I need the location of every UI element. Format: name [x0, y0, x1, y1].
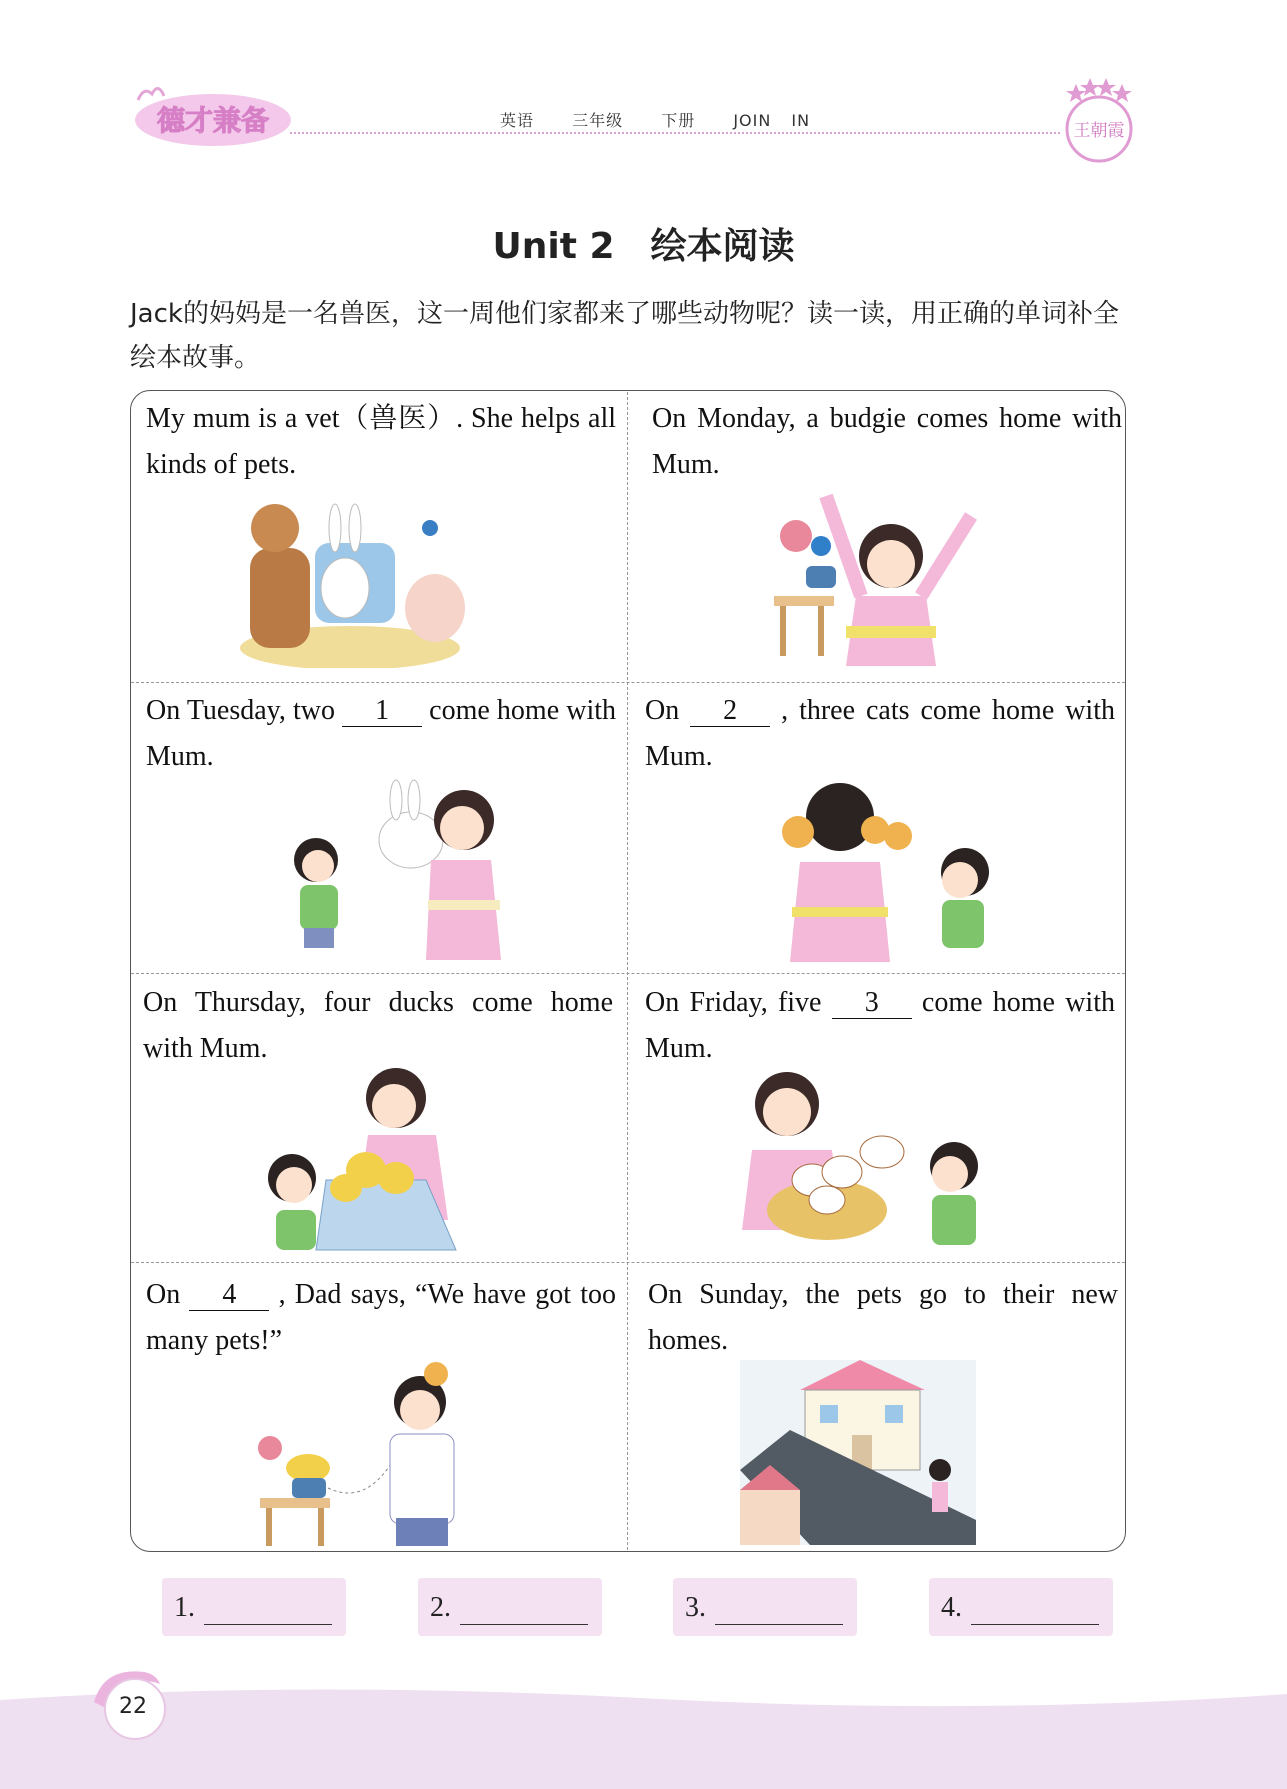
vet-pets-illustration	[230, 488, 470, 668]
blank-4: 4	[189, 1280, 269, 1311]
grid-row-divider	[131, 682, 1125, 683]
header-textbook: JOIN IN	[733, 111, 811, 130]
blank-2: 2	[690, 696, 770, 727]
svg-text:德才兼备: 德才兼备	[156, 104, 270, 137]
header-book-info	[500, 108, 828, 131]
header-divider	[290, 132, 1060, 134]
answer-box-4[interactable]: 4.	[929, 1578, 1113, 1636]
dad-phone-illustration	[240, 1358, 490, 1548]
seal-logo	[1058, 74, 1140, 166]
story-panel-3-text: On Tuesday, two 1 come home with Mum.	[146, 695, 616, 772]
story-panel-5-text: On Thursday, four ducks come home with Mum.	[143, 987, 613, 1064]
mum-budgie-illustration	[766, 476, 996, 666]
grid-row-divider	[131, 973, 1125, 974]
town-houses-illustration	[740, 1360, 976, 1545]
grid-vertical-divider	[627, 392, 628, 1550]
answer-box-1[interactable]: 1.	[162, 1578, 346, 1636]
answer-line	[204, 1624, 332, 1625]
header-grade: 三年级	[572, 111, 624, 130]
svg-text:王朝霞: 王朝霞	[1073, 121, 1125, 141]
blank-1: 1	[342, 696, 422, 727]
header-subject: 英语	[500, 111, 535, 130]
ducks-illustration	[256, 1060, 476, 1256]
rabbits-illustration	[286, 770, 516, 960]
grid-row-divider	[131, 1262, 1125, 1263]
story-panel-8-text: On Sunday, the pets go to their new homes.	[648, 1279, 1118, 1356]
story-panel-7-text: On 4 , Dad says, “We have got too many pets!”	[146, 1279, 616, 1356]
page-number: 22	[119, 1694, 147, 1719]
puppies-illustration	[742, 1060, 1002, 1256]
instructions: Jack的妈妈是一名兽医，这一周他们家都来了哪些动物呢？读一读，用正确的单词补全绘本故事。	[130, 299, 1119, 373]
answer-line	[971, 1624, 1099, 1625]
header-volume: 下册	[661, 111, 696, 130]
story-panel-4-text: On 2 , three cats come home with Mum.	[645, 695, 1115, 772]
story-panel-6-text: On Friday, five 3 come home with Mum.	[645, 987, 1115, 1064]
page-title: Unit 2 绘本阅读	[492, 226, 795, 267]
answer-line	[460, 1624, 588, 1625]
footer-wave	[0, 1680, 1287, 1789]
story-panel-1-text: My mum is a vet（兽医）. She helps all kinds of pets.	[146, 403, 616, 480]
story-panel-2-text: On Monday, a budgie comes home with Mum.	[652, 403, 1122, 480]
answer-line	[715, 1624, 843, 1625]
blank-3: 3	[832, 988, 912, 1019]
answer-box-3[interactable]: 3.	[673, 1578, 857, 1636]
answer-box-2[interactable]: 2.	[418, 1578, 602, 1636]
brand-logo	[118, 80, 293, 150]
cats-illustration	[770, 772, 1010, 962]
